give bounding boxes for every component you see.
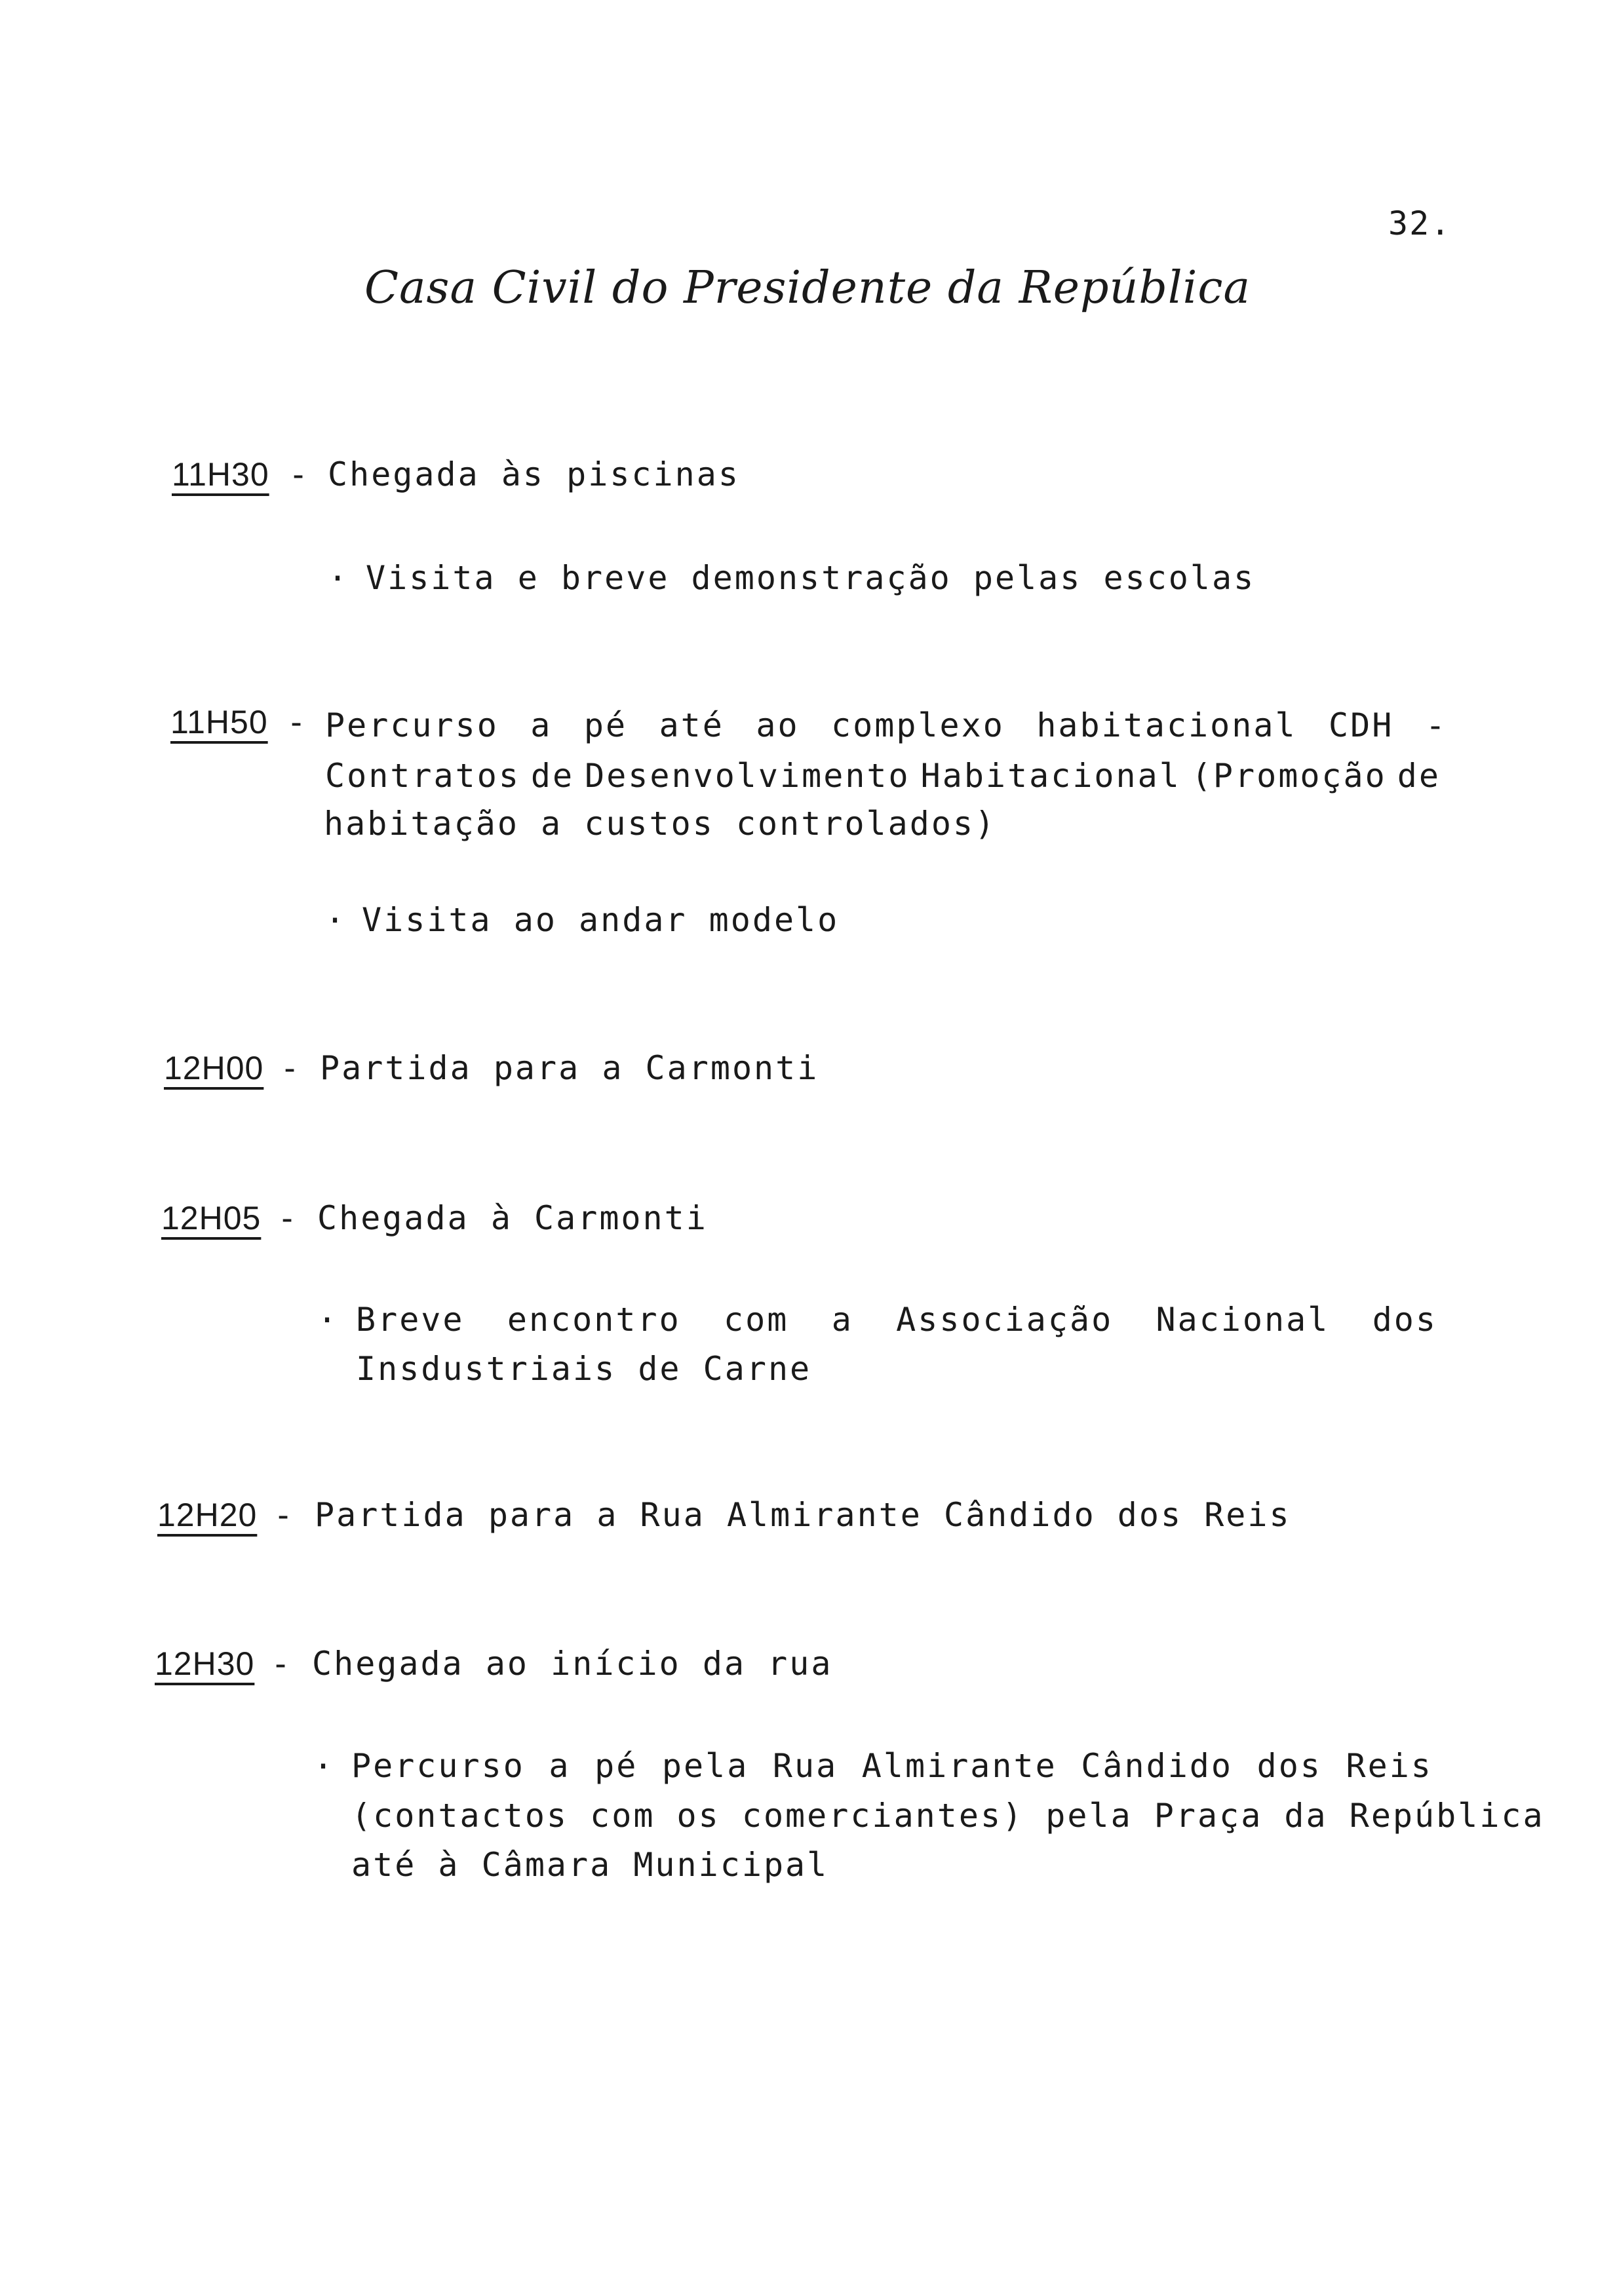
entry-word: Associação — [896, 1301, 1114, 1339]
entry-time: 11H30 — [172, 456, 269, 493]
entry-word: ao — [756, 706, 800, 744]
entry-word: Percurso — [325, 706, 499, 744]
entry-word: a — [549, 1747, 571, 1785]
entry-dash: - — [271, 1645, 291, 1683]
entry-time: 11H50 — [170, 704, 268, 740]
bullet-point: . — [328, 550, 348, 588]
entry-word: pé — [583, 706, 628, 744]
entry-word: Nacional — [1156, 1301, 1330, 1339]
entry-word: Percurso — [351, 1747, 525, 1785]
entry-title: Partida para a Carmonti — [320, 1049, 819, 1087]
entry-time: 12H20 — [157, 1497, 258, 1533]
entry-word: pela — [661, 1747, 749, 1785]
entry-time: 12H30 — [155, 1645, 255, 1682]
entry-word: complexo — [831, 706, 1005, 744]
entry-word: de — [1397, 757, 1441, 795]
entry-word: Desenvolvimento — [585, 757, 910, 795]
entry-note-line: até à Câmara Municipal — [351, 1846, 829, 1884]
entry-word: dos — [1256, 1747, 1322, 1785]
entry-word: a — [831, 1301, 853, 1339]
entry-word: Contratos — [325, 757, 520, 795]
entry-word: de — [530, 757, 575, 795]
entry-word: dos — [1372, 1301, 1437, 1339]
entry-note-line: (contactos com os comerciantes) pela Praça da República — [351, 1797, 1545, 1835]
entry-word: - — [1425, 706, 1447, 744]
entry-title: Chegada à Carmonti — [317, 1199, 708, 1237]
entry-word: até — [659, 706, 724, 744]
entry-note-line — [356, 1301, 1437, 1339]
entry-word: (Promoção — [1191, 757, 1387, 795]
page-number: 32. — [1388, 204, 1452, 242]
entry-title-line — [325, 757, 1441, 795]
entry-dash: - — [280, 1049, 300, 1087]
entry-word: Reis — [1346, 1747, 1433, 1785]
entry-word: Rua — [772, 1747, 838, 1785]
entry-dash: - — [286, 703, 307, 741]
entry-title-line — [325, 706, 1447, 744]
entry-title: Partida para a Rua Almirante Cândido dos Reis — [315, 1496, 1291, 1534]
letterhead: Casa Civil do Presidente da República — [364, 262, 1251, 314]
entry-word: encontro — [507, 1301, 681, 1339]
entry-title: Chegada ao início da rua — [312, 1645, 833, 1683]
entry-time: 12H05 — [161, 1200, 262, 1236]
entry-dash: - — [288, 455, 309, 493]
entry-word: a — [530, 706, 553, 744]
entry-note: Visita ao andar modelo — [362, 901, 840, 939]
entry-word: Almirante — [861, 1747, 1057, 1785]
bullet-point: . — [317, 1292, 338, 1330]
entry-title: Chegada às piscinas — [328, 455, 740, 493]
entry-note: Visita e breve demonstração pelas escolas — [366, 559, 1256, 597]
entry-word: Habitacional — [920, 757, 1181, 795]
entry-note-line — [351, 1747, 1433, 1785]
bullet-point: . — [313, 1738, 334, 1776]
entry-word: com — [724, 1301, 789, 1339]
entry-word: habitacional — [1036, 706, 1297, 744]
entry-title-line: habitação a custos controlados) — [324, 805, 997, 843]
entry-word: pé — [594, 1747, 638, 1785]
entry-word: Cândido — [1081, 1747, 1234, 1785]
entry-word: Breve — [356, 1301, 465, 1339]
entry-dash: - — [273, 1496, 294, 1534]
entry-time: 12H00 — [164, 1050, 264, 1086]
entry-note-line: Insdustriais de Carne — [356, 1350, 812, 1388]
bullet-point: . — [325, 892, 345, 930]
entry-word: CDH — [1329, 706, 1394, 744]
entry-dash: - — [277, 1199, 298, 1237]
